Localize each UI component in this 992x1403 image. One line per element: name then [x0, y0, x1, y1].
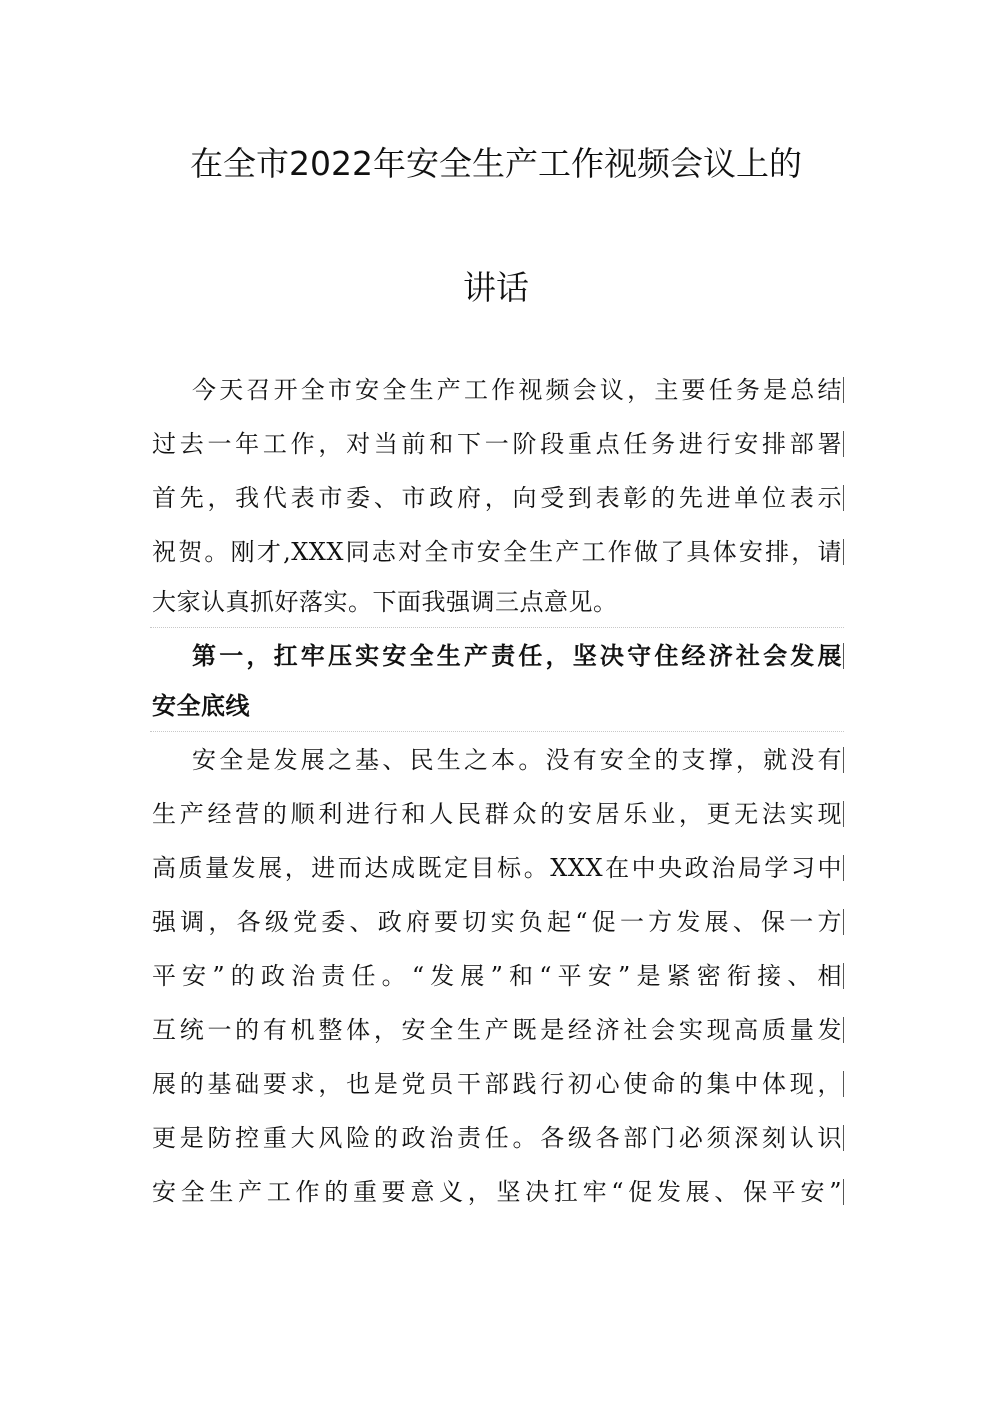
paragraph-1-line: 祝贺。刚才,XXX同志对全市安全生产工作做了具体安排，请 — [152, 538, 842, 566]
paragraph-2-line: 高质量发展，进而达成既定目标。XXX在中央政治局学习中 — [152, 854, 842, 882]
document-title-line-1: 在全市2022年安全生产工作视频会议上的 — [190, 144, 802, 183]
margin-mark — [843, 1125, 844, 1151]
paragraph-2-line: 展的基础要求，也是党员干部践行初心使命的集中体现， — [152, 1070, 842, 1098]
margin-mark — [843, 1017, 844, 1043]
paragraph-divider — [150, 731, 844, 732]
margin-mark — [843, 963, 844, 989]
paragraph-2-line: 安全生产工作的重要意义，坚决扛牢“促发展、保平安” — [152, 1178, 842, 1206]
document-title-line-2: 讲话 — [463, 268, 529, 307]
margin-mark — [843, 1071, 844, 1097]
paragraph-1-line: 过去一年工作，对当前和下一阶段重点任务进行安排部署 — [152, 430, 842, 458]
paragraph-2-line: 生产经营的顺利进行和人民群众的安居乐业，更无法实现 — [152, 800, 842, 828]
margin-mark — [843, 747, 844, 773]
paragraph-1-line: 今天召开全市安全生产工作视频会议，主要任务是总结 — [192, 376, 842, 404]
margin-mark — [843, 431, 844, 457]
margin-mark — [843, 643, 844, 669]
paragraph-2-line: 平安”的政治责任。“发展”和“平安”是紧密衔接、相 — [152, 962, 842, 990]
paragraph-2-line: 安全是发展之基、民生之本。没有安全的支撑，就没有 — [192, 746, 842, 774]
paragraph-1-line: 首先，我代表市委、市政府，向受到表彰的先进单位表示 — [152, 484, 842, 512]
section-heading-line: 安全底线 — [152, 692, 250, 720]
margin-mark — [843, 539, 844, 565]
paragraph-2-line: 强调，各级党委、政府要切实负起“促一方发展、保一方 — [152, 908, 842, 936]
margin-mark — [843, 801, 844, 827]
paragraph-1-line: 大家认真抓好落实。下面我强调三点意见。 — [152, 588, 618, 616]
margin-mark — [843, 855, 844, 881]
paragraph-2-line: 更是防控重大风险的政治责任。各级各部门必须深刻认识 — [152, 1124, 842, 1152]
paragraph-divider — [150, 627, 844, 628]
section-heading-line: 第一，扛牢压实安全生产责任，坚决守住经济社会发展 — [192, 642, 842, 670]
paragraph-2-line: 互统一的有机整体，安全生产既是经济社会实现高质量发 — [152, 1016, 842, 1044]
margin-mark — [843, 909, 844, 935]
margin-mark — [843, 1179, 844, 1205]
margin-mark — [843, 485, 844, 511]
margin-mark — [843, 377, 844, 403]
